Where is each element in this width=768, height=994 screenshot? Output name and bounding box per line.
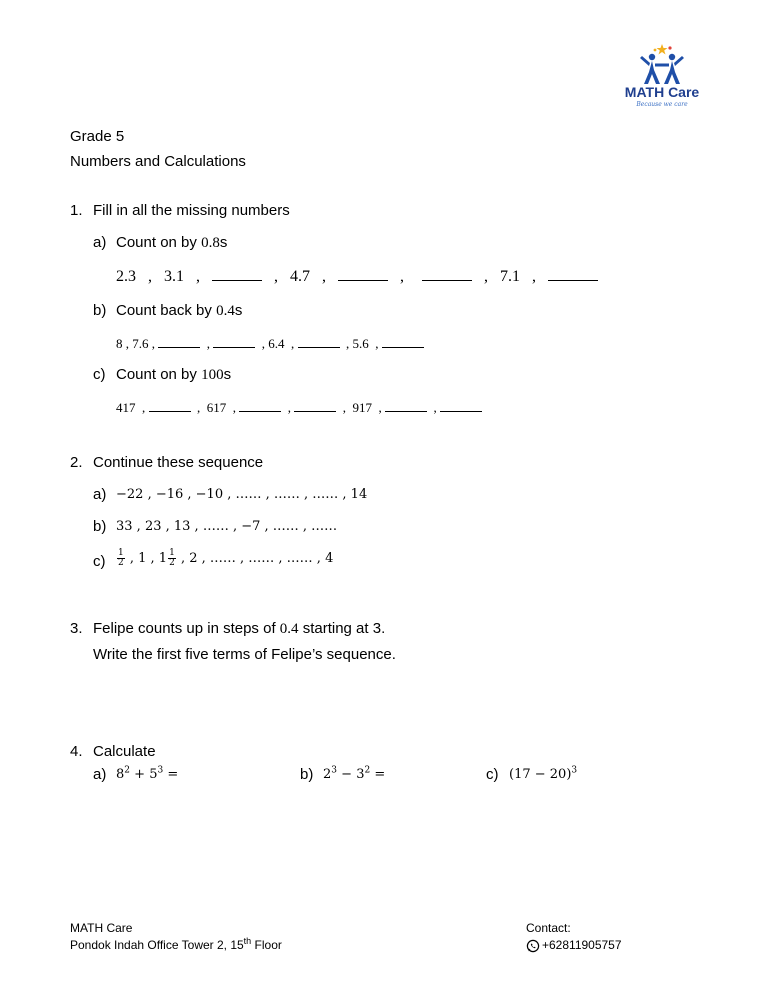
q4b-exp2: 2 <box>364 765 371 776</box>
topic-heading: Numbers and Calculations <box>70 153 246 170</box>
sequence-term: 7.1 <box>500 268 520 285</box>
q4c-expression <box>509 767 577 782</box>
sequence-term: 8 <box>116 336 123 351</box>
q2-number: 2. <box>70 454 83 471</box>
sequence-term: 917 <box>352 400 372 415</box>
answer-blank[interactable] <box>239 399 281 412</box>
footer-left <box>70 920 282 954</box>
q4a-exp1: 2 <box>124 765 131 776</box>
q4a-expression <box>116 767 178 782</box>
sequence-term: 7.6 <box>132 336 149 351</box>
logo-figures-icon <box>622 40 702 90</box>
footer-company: MATH Care <box>70 921 133 935</box>
q4-title: Calculate <box>93 743 156 760</box>
fraction-one-half: $\frac{1}{2}$ <box>169 548 175 568</box>
q1c-prompt-suffix: s <box>223 366 232 383</box>
q4b-base2: 3 <box>356 767 365 782</box>
q1a-sequence: 2.3 , 3.1 , , 4.7 , , , 7.1 , <box>116 266 598 286</box>
q4b-expression <box>323 767 385 782</box>
q2b-label: b) <box>93 518 107 535</box>
q4a-base1: 8 <box>116 767 125 782</box>
q1c-prompt <box>116 366 231 384</box>
fraction-one-half: $\frac{1}{2}$ <box>118 548 124 568</box>
q1b-prompt-suffix: s <box>234 302 243 319</box>
q2c-sequence <box>116 549 333 568</box>
q4b-eq: = <box>374 767 386 782</box>
math-care-logo <box>622 40 702 112</box>
q4b-op: − <box>341 767 353 782</box>
answer-blank[interactable] <box>338 266 388 281</box>
q1b-sequence: 8 , 7.6 , , , 6.4 , , 5.6 , <box>116 335 424 352</box>
q3-number: 3. <box>70 620 83 637</box>
q1c-prompt-text: Count on by <box>116 366 197 383</box>
q2a-sequence: −22 , −16 , −10 , …… , …… , …… , 14 <box>116 487 368 502</box>
answer-blank[interactable] <box>440 399 482 412</box>
q2c-part2: , 2 , …… , …… , …… , 4 <box>176 551 334 566</box>
answer-blank[interactable] <box>382 335 424 348</box>
sequence-term: 617 <box>206 400 227 415</box>
answer-blank[interactable] <box>385 399 427 412</box>
q4a-op: + <box>134 767 146 782</box>
q1-number: 1. <box>70 202 83 219</box>
q1b-label: b) <box>93 302 107 319</box>
q1c-prompt-value: 100 <box>201 367 224 383</box>
footer-address: Pondok Indah Office Tower 2, 15th Floor <box>70 936 282 952</box>
sequence-term: 6.4 <box>268 336 285 351</box>
q2c-label: c) <box>93 553 106 570</box>
answer-blank[interactable] <box>213 335 255 348</box>
sequence-term: 3.1 <box>164 268 184 285</box>
q4c-label: c) <box>486 766 499 783</box>
q1a-label: a) <box>93 234 107 251</box>
q4c-exp: 3 <box>571 765 578 776</box>
q4a-eq: = <box>167 767 179 782</box>
answer-blank[interactable] <box>294 399 336 412</box>
logo-tagline: Because we care <box>636 101 688 108</box>
sequence-term: 417 <box>116 400 136 415</box>
q3-text-a: Felipe counts up in steps of <box>93 620 276 637</box>
q1a-prompt-value: 0.8 <box>201 235 220 251</box>
q4c-expr: (17 − 20) <box>509 767 572 782</box>
sequence-term: 2.3 <box>116 268 136 285</box>
answer-blank[interactable] <box>158 335 200 348</box>
q1a-prompt <box>116 234 227 252</box>
sequence-term: 4.7 <box>290 268 310 285</box>
sequence-term: 5.6 <box>352 336 369 351</box>
grade-heading: Grade 5 <box>70 128 125 145</box>
answer-blank[interactable] <box>422 266 472 281</box>
q1a-prompt-suffix: s <box>219 234 228 251</box>
q4-number: 4. <box>70 743 83 760</box>
q4b-base1: 2 <box>323 767 332 782</box>
q4a-base2: 5 <box>149 767 158 782</box>
footer-phone-row <box>526 937 622 954</box>
q2b-sequence: 33 , 23 , 13 , …… , −7 , …… , …… <box>116 519 338 534</box>
q3-line2: Write the first five terms of Felipe’s sequence. <box>93 646 396 663</box>
q3-text-b: starting at 3. <box>302 620 386 637</box>
whatsapp-icon <box>526 939 540 953</box>
q4b-exp1: 3 <box>331 765 338 776</box>
q1b-prompt-value: 0.4 <box>216 303 235 319</box>
q4b-label: b) <box>300 766 314 783</box>
q2c-part1: , 1 , 1 <box>125 551 168 566</box>
answer-blank[interactable] <box>548 266 598 281</box>
footer-contact-label: Contact: <box>526 921 571 935</box>
q1c-label: c) <box>93 366 106 383</box>
footer-phone[interactable]: +62811905757 <box>542 938 622 952</box>
q4a-label: a) <box>93 766 107 783</box>
q3-step-value: 0.4 <box>279 621 299 637</box>
answer-blank[interactable] <box>212 266 262 281</box>
footer-right <box>526 920 622 954</box>
q2-title: Continue these sequence <box>93 454 264 471</box>
q1a-prompt-text: Count on by <box>116 234 197 251</box>
q4a-exp2: 3 <box>157 765 164 776</box>
answer-blank[interactable] <box>149 399 191 412</box>
q1b-prompt-text: Count back by <box>116 302 212 319</box>
answer-blank[interactable] <box>298 335 340 348</box>
q3-line1 <box>93 620 385 638</box>
q1c-sequence: 417 , , 617 , , , 917 , , <box>116 399 482 416</box>
q1-title: Fill in all the missing numbers <box>93 202 290 219</box>
q1b-prompt <box>116 302 242 320</box>
q2a-label: a) <box>93 486 107 503</box>
logo-brand-text: MATH Care <box>624 84 700 100</box>
